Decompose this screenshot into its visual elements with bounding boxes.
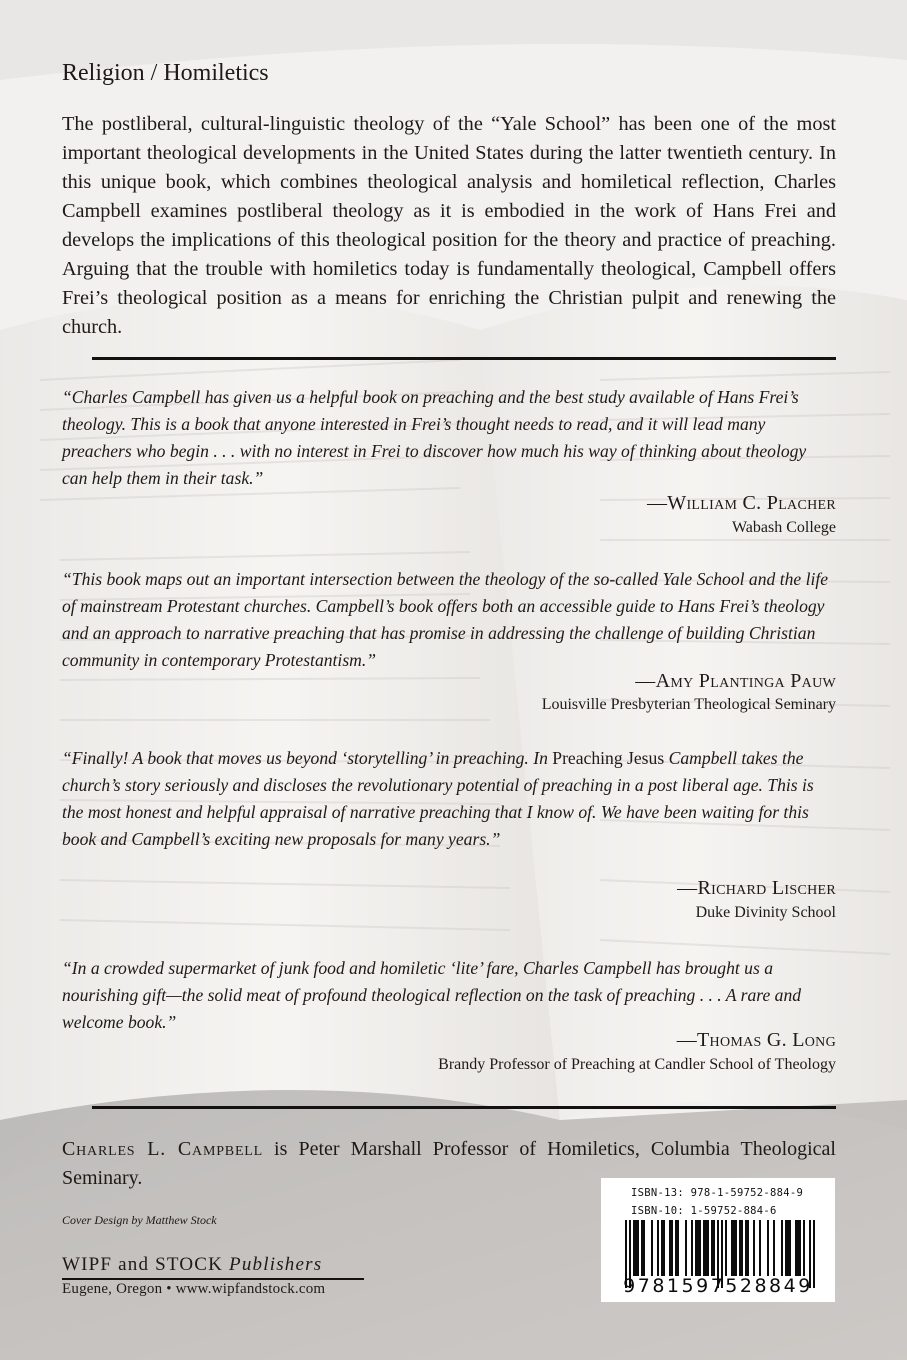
author-dash: — [676, 1029, 698, 1051]
barcode-bar [797, 1220, 799, 1276]
barcode-bar [795, 1220, 797, 1276]
barcode-bar [643, 1220, 645, 1276]
barcode-bar [785, 1220, 787, 1276]
barcode-bar [703, 1220, 705, 1276]
barcode-bar [803, 1220, 805, 1276]
barcode-bar [695, 1220, 697, 1276]
isbn-10: ISBN-10: 1-59752-884-6 [631, 1205, 777, 1217]
publisher-location: Eugene, Oregon • www.wipfandstock.com [62, 1281, 326, 1297]
endorsement-author-1 [647, 492, 836, 515]
category-label: Religion / Homiletics [62, 60, 269, 86]
endorsement-author-2 [635, 670, 836, 693]
barcode-bar [663, 1220, 665, 1276]
endorsement-affiliation-1: Wabash College [731, 519, 836, 536]
barcode-bar [641, 1220, 643, 1276]
barcode-bar [747, 1220, 749, 1276]
book-description: The postliberal, cultural-linguistic theology of the “Yale School” has been one of the most important theological developments in the United States during the latter twentieth century. In this unique book, which combines theological analysis and homiletical reflection, Charles Campbell examines postliberal theology as it is embodied in the work of Hans Frei and develops the implications of this theological position for the theory and practice of preaching. Arguing that the trouble with homiletics today is fundamentally theological, Campbell offers Frei’s theological position as a means for enriching the Christian pulpit and renewing the church. [62, 113, 836, 338]
barcode-bar [725, 1220, 727, 1276]
barcode-bar [699, 1220, 701, 1276]
author-name: Richard Lischer [697, 877, 836, 899]
endorsement-author-4 [677, 1029, 836, 1052]
barcode-bar [773, 1220, 775, 1276]
cover-design-credit: Cover Design by Matthew Stock [62, 1213, 217, 1227]
barcode-bar [753, 1220, 755, 1276]
barcode-bar [685, 1220, 687, 1276]
barcode-bar [691, 1220, 693, 1276]
barcode-bar [705, 1220, 707, 1276]
barcode-digits: 9781597528849 [623, 1275, 813, 1297]
author-dash: — [635, 670, 656, 692]
author-name: Amy Plantinga Pauw [655, 670, 836, 692]
endorsement-quote-2: “This book maps out an important intersection between the theology of the so-called Yale School and the life of mainstream Protestant churches. Campbell’s book offers both an accessible guide to Hans Frei’s theology and an approach to narrative preaching that has promise in addressing the challenge of building Christian community in contemporary Protestantism.” [62, 569, 829, 670]
top-divider [92, 357, 836, 360]
barcode-bar [781, 1220, 783, 1276]
barcode-bar [735, 1220, 737, 1276]
bio-author-name: Charles L. Campbell [62, 1138, 263, 1160]
barcode-bar [711, 1220, 713, 1276]
endorsement-affiliation-2: Louisville Presbyterian Theological Seminary [541, 696, 836, 713]
barcode-bar [799, 1220, 801, 1276]
barcode-bar [635, 1220, 637, 1276]
isbn-barcode [601, 1178, 835, 1302]
barcode-bar [675, 1220, 677, 1276]
barcode-bar [637, 1220, 639, 1276]
bio-text: is Peter Marshall Professor of Homiletics, Columbia Theological Seminary. [62, 1138, 836, 1189]
barcode-bar [661, 1220, 663, 1276]
barcode-bar [713, 1220, 715, 1276]
endorsement-quote-4: “In a crowded supermarket of junk food and homiletic ‘lite’ fare, Charles Campbell has brought us a nourishing gift—the solid meat of profound theological reflection on the task of preaching . . . A rare and welcome book.” [62, 958, 802, 1032]
barcode-bar [707, 1220, 709, 1276]
endorsement-quote-3 [62, 745, 836, 853]
barcode-bar [677, 1220, 679, 1276]
quote-text: “Finally! A book that moves us beyond ‘storytelling’ in preaching. In [62, 748, 553, 768]
barcode-bar [657, 1220, 659, 1276]
publisher-rule [62, 1278, 364, 1280]
barcode-bar [745, 1220, 747, 1276]
author-dash: — [646, 492, 668, 514]
quote-text: Campbell takes the church’s story seriously and discloses the revolutionary potential of preaching in a post liberal age. This is the most honest and helpful appraisal of narrative preaching that I know of. We have been waiting for this book and Campbell’s exciting new proposals for many years.” [62, 748, 814, 849]
barcode-bar [633, 1220, 635, 1276]
endorsement-affiliation-4: Brandy Professor of Preaching at Candler School of Theology [438, 1056, 836, 1073]
endorsement-affiliation-3: Duke Divinity School [695, 904, 836, 921]
bottom-divider [92, 1106, 836, 1109]
barcode-bar [669, 1220, 671, 1276]
author-name: Thomas G. Long [697, 1029, 836, 1051]
barcode-bar [733, 1220, 735, 1276]
barcode-bar [739, 1220, 741, 1276]
barcode-bar [789, 1220, 791, 1276]
barcode-bar [671, 1220, 673, 1276]
publisher-name-main: WIPF and STOCK [62, 1254, 224, 1275]
barcode-bar [741, 1220, 743, 1276]
author-dash: — [677, 877, 698, 899]
endorsement-author-3 [677, 877, 836, 900]
barcode-bar [759, 1220, 761, 1276]
barcode-bar [767, 1220, 769, 1276]
author-name: William C. Placher [667, 492, 836, 514]
endorsement-quote-1: “Charles Campbell has given us a helpful book on preaching and the best study available of Hans Frei’s theology. This is a book that anyone interested in Frei’s thought needs to read, and it will lead many preachers who begin . . . with no interest in Frei to discover how much his way of thinking about theology can help them in their task.” [62, 387, 807, 488]
barcode-bar [651, 1220, 653, 1276]
publisher-name-italic: Publishers [229, 1254, 323, 1275]
barcode-bar [787, 1220, 789, 1276]
barcode-bar [697, 1220, 699, 1276]
isbn-13: ISBN-13: 978-1-59752-884-9 [631, 1187, 804, 1199]
barcode-bar [731, 1220, 733, 1276]
book-title: Preaching Jesus [552, 748, 665, 768]
publisher-name [62, 1254, 322, 1276]
